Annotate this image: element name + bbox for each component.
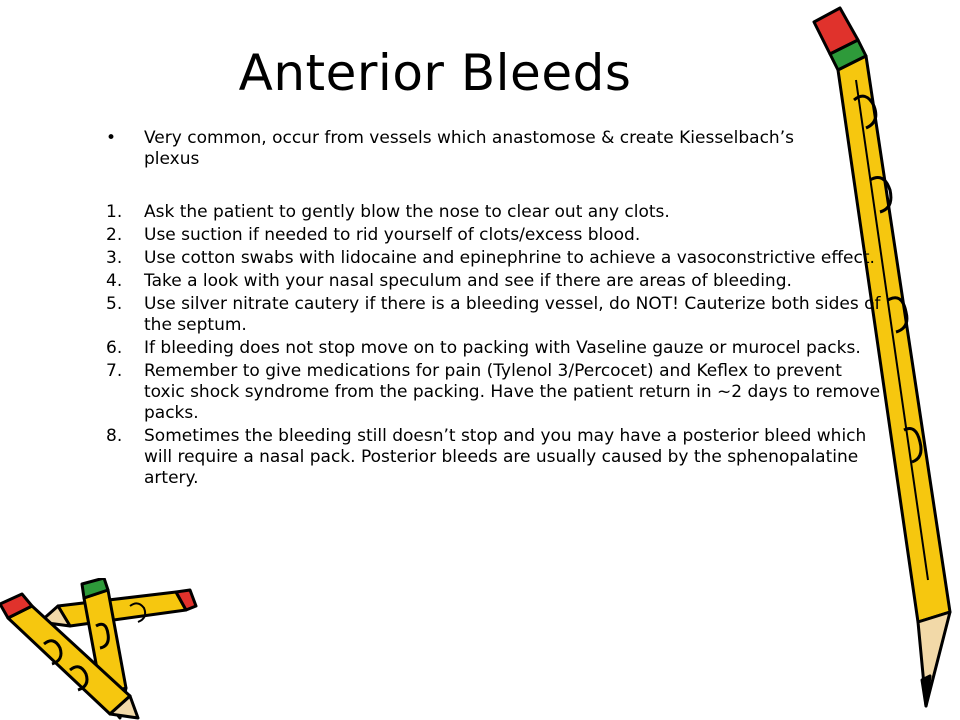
slide-title: Anterior Bleeds [238, 44, 632, 102]
bullet-marker: • [106, 128, 117, 148]
step-text: If bleeding does not stop move on to packing with Vaseline gauze or murocel packs. [144, 338, 861, 358]
list-item [106, 202, 886, 223]
step-text: Use suction if needed to rid yourself of clots/excess blood. [144, 225, 641, 245]
step-number: 1. [106, 202, 123, 222]
step-number: 5. [106, 294, 123, 314]
step-text: Use cotton swabs with lidocaine and epinephrine to achieve a vasoconstrictive effect. [144, 248, 875, 268]
step-text: Take a look with your nasal speculum and see if there are areas of bleeding. [144, 271, 792, 291]
list-item [106, 248, 886, 269]
pencil-icon [0, 578, 200, 720]
intro-bullet-text: Very common, occur from vessels which anastomose & create Kiesselbach’s plexus [144, 128, 794, 169]
list-item [106, 426, 886, 489]
list-item [106, 225, 886, 246]
step-number: 7. [106, 361, 123, 381]
steps-list [106, 202, 886, 491]
step-text: Sometimes the bleeding still doesn’t stop and you may have a posterior bleed which will require a nasal pack. Posterior bleeds are usually caused by the sphenopalatine artery. [144, 426, 867, 488]
step-number: 8. [106, 426, 123, 446]
step-text: Use silver nitrate cautery if there is a bleeding vessel, do NOT! Cauterize both sides of the septum. [144, 294, 881, 335]
list-item [106, 271, 886, 292]
list-item [106, 294, 886, 336]
step-number: 6. [106, 338, 123, 358]
list-item [106, 338, 886, 359]
step-text: Remember to give medications for pain (Tylenol 3/Percocet) and Keflex to prevent toxic shock syndrome from the packing. Have the patient return in ~2 days to remove packs. [144, 361, 881, 423]
intro-bullet [106, 128, 796, 170]
list-item [106, 361, 886, 424]
step-number: 2. [106, 225, 123, 245]
step-number: 4. [106, 271, 123, 291]
step-number: 3. [106, 248, 123, 268]
step-text: Ask the patient to gently blow the nose to clear out any clots. [144, 202, 670, 222]
